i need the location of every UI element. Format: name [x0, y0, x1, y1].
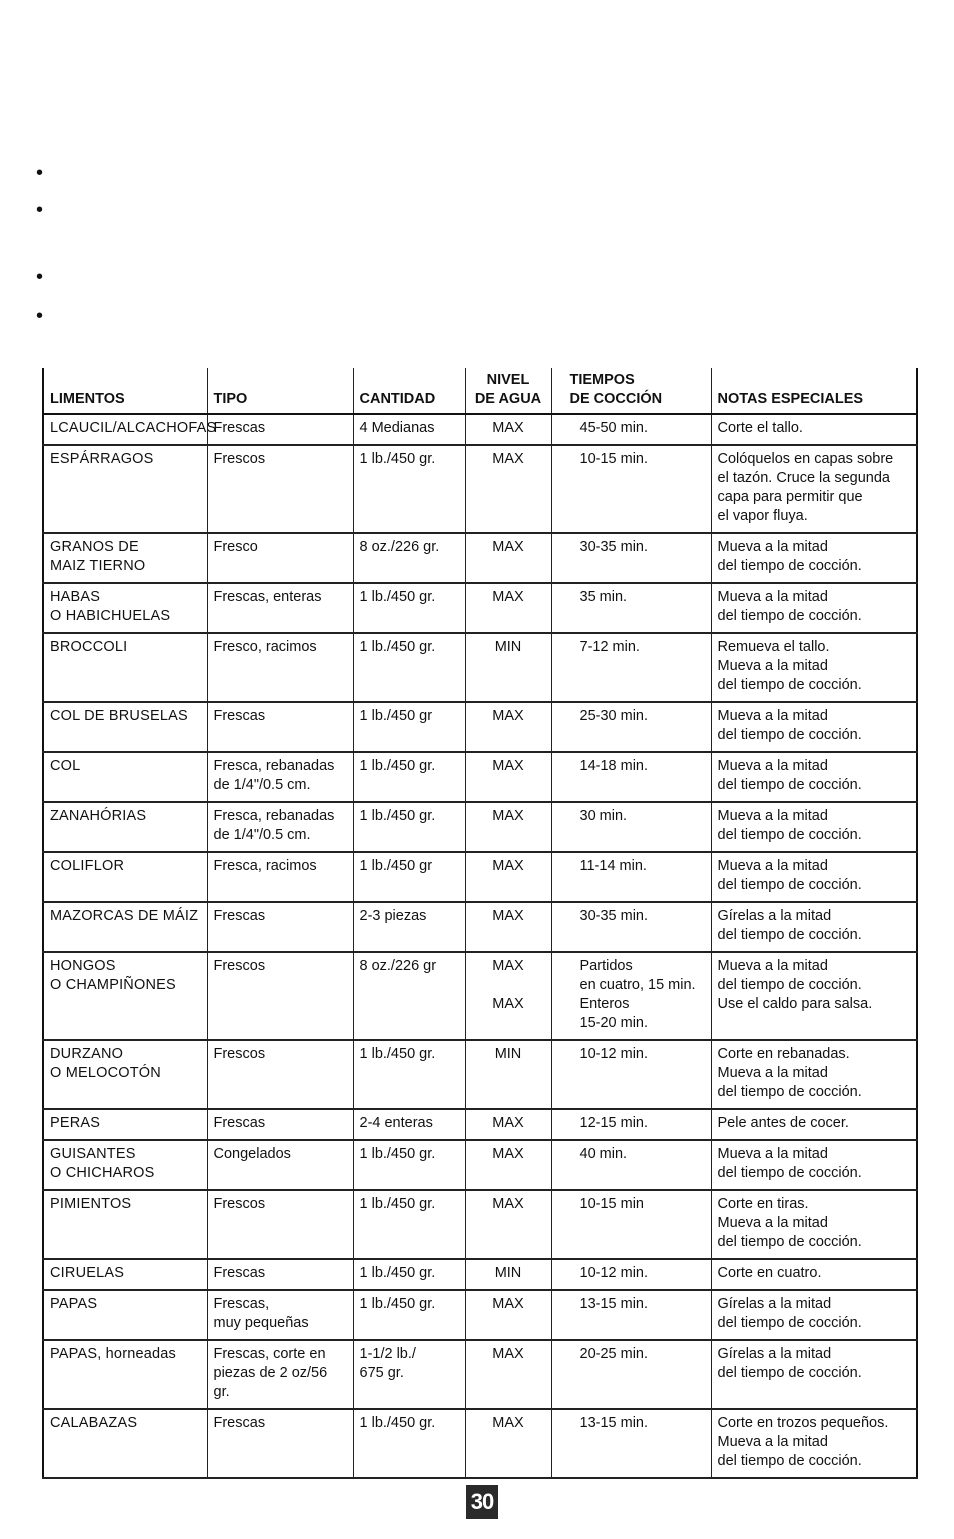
- cell-alimento: CALABAZAS: [43, 1409, 207, 1478]
- cell-tiempo: 40 min.: [551, 1140, 711, 1190]
- cell-cantidad: 1 lb./450 gr.: [353, 802, 465, 852]
- cell-notas: Mueva a la mitad del tiempo de cocción.: [711, 802, 917, 852]
- cell-cantidad: 1 lb./450 gr.: [353, 1409, 465, 1478]
- cell-cantidad: 1 lb./450 gr: [353, 702, 465, 752]
- cell-notas: Pele antes de cocer.: [711, 1109, 917, 1140]
- cell-alimento: LCAUCIL/ALCACHOFAS: [43, 414, 207, 445]
- cell-tipo: Congelados: [207, 1140, 353, 1190]
- cell-cantidad: 1 lb./450 gr.: [353, 1290, 465, 1340]
- cell-cantidad: 1 lb./450 gr.: [353, 1040, 465, 1109]
- table-row: [43, 445, 917, 533]
- cell-tiempo: 12-15 min.: [551, 1109, 711, 1140]
- cell-notas: Mueva a la mitad del tiempo de cocción.: [711, 583, 917, 633]
- cell-notas: Mueva a la mitad del tiempo de cocción.: [711, 1140, 917, 1190]
- cell-nivel: MAX: [465, 445, 551, 533]
- cell-tipo: Fresca, rebanadas de 1/4"/0.5 cm.: [207, 802, 353, 852]
- table-row: [43, 533, 917, 583]
- cell-tipo: Frescas, corte en piezas de 2 oz/56 gr.: [207, 1340, 353, 1409]
- cell-tipo: Frescos: [207, 1190, 353, 1259]
- cell-tipo: Frescas, enteras: [207, 583, 353, 633]
- cell-alimento: ESPÁRRAGOS: [43, 445, 207, 533]
- cell-tipo: Frescas: [207, 1109, 353, 1140]
- cell-cantidad: 8 oz./226 gr: [353, 952, 465, 1040]
- cell-cantidad: 1-1/2 lb./ 675 gr.: [353, 1340, 465, 1409]
- cell-notas: Gírelas a la mitad del tiempo de cocción.: [711, 1290, 917, 1340]
- cell-notas: Remueva el tallo. Mueva a la mitad del tiempo de cocción.: [711, 633, 917, 702]
- table-row: [43, 702, 917, 752]
- cell-nivel: MAX: [465, 852, 551, 902]
- cell-alimento: PERAS: [43, 1109, 207, 1140]
- cell-tiempo: 20-25 min.: [551, 1340, 711, 1409]
- cell-cantidad: 2-3 piezas: [353, 902, 465, 952]
- cell-nivel: MIN: [465, 1040, 551, 1109]
- cell-tiempo: 13-15 min.: [551, 1409, 711, 1478]
- bullet-3: •: [36, 266, 44, 288]
- table-body: [43, 414, 917, 1478]
- cell-alimento: HONGOS O CHAMPIÑONES: [43, 952, 207, 1040]
- cell-alimento: ZANAHÓRIAS: [43, 802, 207, 852]
- cell-notas: Corte en rebanadas. Mueva a la mitad del tiempo de cocción.: [711, 1040, 917, 1109]
- table-row: [43, 583, 917, 633]
- cell-nivel: MAX: [465, 583, 551, 633]
- cooking-table-container: [42, 368, 916, 1479]
- cell-tipo: Frescas: [207, 414, 353, 445]
- cell-tiempo: 10-15 min: [551, 1190, 711, 1259]
- cell-tiempo: 14-18 min.: [551, 752, 711, 802]
- cell-tipo: Frescas: [207, 902, 353, 952]
- cell-notas: Mueva a la mitad del tiempo de cocción.: [711, 752, 917, 802]
- cell-nivel: MAX: [465, 414, 551, 445]
- cell-cantidad: 8 oz./226 gr.: [353, 533, 465, 583]
- bullet-1: •: [36, 162, 44, 184]
- cell-tiempo: Partidos en cuatro, 15 min. Enteros 15-20 min.: [551, 952, 711, 1040]
- cell-nivel: MAX: [465, 752, 551, 802]
- cell-tipo: Fresca, racimos: [207, 852, 353, 902]
- cell-tiempo: 30-35 min.: [551, 902, 711, 952]
- header-cantidad: CANTIDAD: [353, 368, 465, 414]
- header-nivel-de-agua: NIVEL DE AGUA: [465, 368, 551, 414]
- cell-alimento: GUISANTES O CHICHAROS: [43, 1140, 207, 1190]
- cell-alimento: PAPAS, horneadas: [43, 1340, 207, 1409]
- cell-cantidad: 1 lb./450 gr.: [353, 1259, 465, 1290]
- cell-notas: Corte en cuatro.: [711, 1259, 917, 1290]
- table-row: [43, 802, 917, 852]
- header-alimentos: LIMENTOS: [43, 368, 207, 414]
- cell-notas: Gírelas a la mitad del tiempo de cocción.: [711, 902, 917, 952]
- cell-notas: Gírelas a la mitad del tiempo de cocción.: [711, 1340, 917, 1409]
- cell-cantidad: 1 lb./450 gr.: [353, 445, 465, 533]
- cell-tipo: Fresca, rebanadas de 1/4"/0.5 cm.: [207, 752, 353, 802]
- cell-tiempo: 10-12 min.: [551, 1259, 711, 1290]
- cell-tiempo: 10-15 min.: [551, 445, 711, 533]
- table-row: [43, 414, 917, 445]
- bullet-4: •: [36, 305, 44, 327]
- cell-nivel: MAX: [465, 1290, 551, 1340]
- cell-notas: Corte en tiras. Mueva a la mitad del tiempo de cocción.: [711, 1190, 917, 1259]
- cell-cantidad: 1 lb./450 gr: [353, 852, 465, 902]
- table-row: [43, 633, 917, 702]
- cell-alimento: COLIFLOR: [43, 852, 207, 902]
- table-row: [43, 752, 917, 802]
- bullet-list: [36, 158, 56, 338]
- cell-tiempo: 45-50 min.: [551, 414, 711, 445]
- cell-tiempo: 30-35 min.: [551, 533, 711, 583]
- cell-alimento: DURZANO O MELOCOTÓN: [43, 1040, 207, 1109]
- table-row: [43, 1290, 917, 1340]
- cell-tiempo: 7-12 min.: [551, 633, 711, 702]
- header-tipo: TIPO: [207, 368, 353, 414]
- cell-nivel: MAX: [465, 1190, 551, 1259]
- cell-nivel: MAX: [465, 1340, 551, 1409]
- table-row: [43, 902, 917, 952]
- cell-tiempo: 25-30 min.: [551, 702, 711, 752]
- cell-alimento: CIRUELAS: [43, 1259, 207, 1290]
- cell-nivel: MAX: [465, 533, 551, 583]
- cell-tipo: Frescas: [207, 1409, 353, 1478]
- table-row: [43, 1259, 917, 1290]
- cell-tipo: Frescas: [207, 1259, 353, 1290]
- cell-alimento: COL: [43, 752, 207, 802]
- cell-tiempo: 30 min.: [551, 802, 711, 852]
- cell-nivel: MAX: [465, 902, 551, 952]
- cell-alimento: PIMIENTOS: [43, 1190, 207, 1259]
- cell-cantidad: 1 lb./450 gr.: [353, 583, 465, 633]
- cell-nivel: MAX: [465, 802, 551, 852]
- cell-notas: Mueva a la mitad del tiempo de cocción. Use el caldo para salsa.: [711, 952, 917, 1040]
- cell-alimento: COL DE BRUSELAS: [43, 702, 207, 752]
- header-tiempos-de-coccion: TIEMPOS DE COCCIÓN: [551, 368, 711, 414]
- cell-cantidad: 1 lb./450 gr.: [353, 752, 465, 802]
- cell-nivel: MAX MAX: [465, 952, 551, 1040]
- cell-tipo: Fresco, racimos: [207, 633, 353, 702]
- cell-notas: Mueva a la mitad del tiempo de cocción.: [711, 702, 917, 752]
- cell-notas: Mueva a la mitad del tiempo de cocción.: [711, 533, 917, 583]
- cell-tipo: Fresco: [207, 533, 353, 583]
- table-header-row: [43, 368, 917, 414]
- cell-alimento: PAPAS: [43, 1290, 207, 1340]
- table-row: [43, 1340, 917, 1409]
- table-row: [43, 1040, 917, 1109]
- cell-nivel: MAX: [465, 1409, 551, 1478]
- cell-alimento: GRANOS DE MAIZ TIERNO: [43, 533, 207, 583]
- header-notas-especiales: NOTAS ESPECIALES: [711, 368, 917, 414]
- cell-nivel: MIN: [465, 633, 551, 702]
- cell-tipo: Frescos: [207, 1040, 353, 1109]
- table-row: [43, 1409, 917, 1478]
- cell-notas: Corte el tallo.: [711, 414, 917, 445]
- cell-tiempo: 13-15 min.: [551, 1290, 711, 1340]
- cell-tipo: Frescas, muy pequeñas: [207, 1290, 353, 1340]
- table-row: [43, 1140, 917, 1190]
- cell-tiempo: 11-14 min.: [551, 852, 711, 902]
- cell-alimento: BROCCOLI: [43, 633, 207, 702]
- cooking-times-table: [42, 368, 918, 1479]
- cell-cantidad: 2-4 enteras: [353, 1109, 465, 1140]
- cell-notas: Colóquelos en capas sobre el tazón. Cruce la segunda capa para permitir que el vapor fluya.: [711, 445, 917, 533]
- cell-notas: Mueva a la mitad del tiempo de cocción.: [711, 852, 917, 902]
- page-number: 30: [466, 1485, 498, 1519]
- cell-nivel: MAX: [465, 1109, 551, 1140]
- cell-notas: Corte en trozos pequeños. Mueva a la mitad del tiempo de cocción.: [711, 1409, 917, 1478]
- cell-tipo: Frescas: [207, 702, 353, 752]
- cell-alimento: HABAS O HABICHUELAS: [43, 583, 207, 633]
- cell-tipo: Frescos: [207, 952, 353, 1040]
- cell-cantidad: 1 lb./450 gr.: [353, 1140, 465, 1190]
- cell-cantidad: 4 Medianas: [353, 414, 465, 445]
- table-row: [43, 852, 917, 902]
- cell-alimento: MAZORCAS DE MÁIZ: [43, 902, 207, 952]
- cell-tiempo: 35 min.: [551, 583, 711, 633]
- cell-tipo: Frescos: [207, 445, 353, 533]
- table-row: [43, 1109, 917, 1140]
- cell-tiempo: 10-12 min.: [551, 1040, 711, 1109]
- table-row: [43, 952, 917, 1040]
- table-row: [43, 1190, 917, 1259]
- cell-nivel: MAX: [465, 1140, 551, 1190]
- bullet-2: •: [36, 199, 44, 221]
- cell-cantidad: 1 lb./450 gr.: [353, 1190, 465, 1259]
- cell-cantidad: 1 lb./450 gr.: [353, 633, 465, 702]
- cell-nivel: MIN: [465, 1259, 551, 1290]
- cell-nivel: MAX: [465, 702, 551, 752]
